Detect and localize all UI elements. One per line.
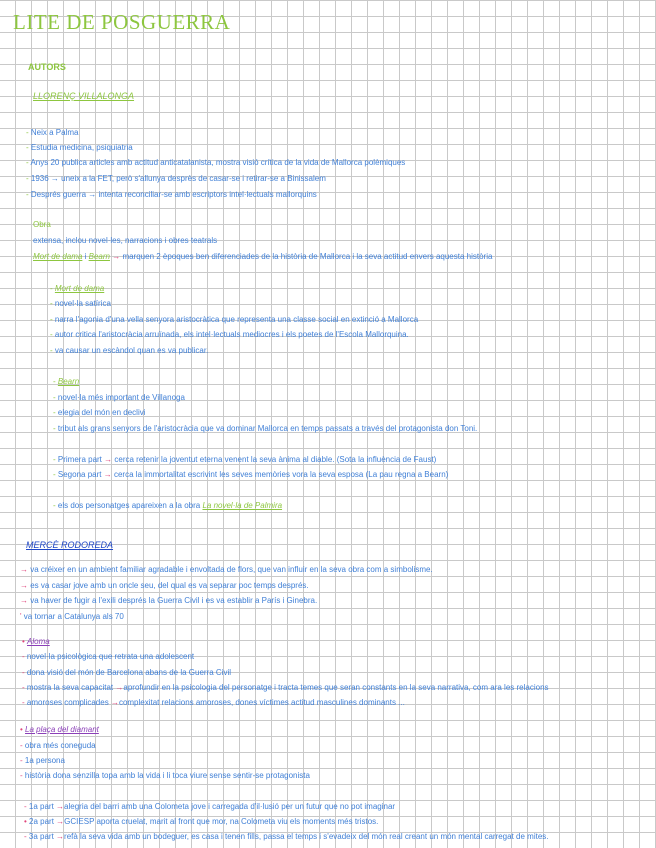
villalonga-bio-1: - Neix a Palma — [26, 128, 79, 137]
bearn-part-2: - Segona part → cerca la immortalitat escrivint les seves memòries vora la seva esposa (La pau regna a Bearn) — [53, 470, 449, 479]
rodoreda-bio-2: → es va casar jove amb un oncle seu, del qual es va separar poc temps després. — [20, 581, 309, 590]
placa-part-1: - 1a part →alegria del barri amb una Colometa jove i carregada d'il·lusió per un futur que no pot imaginar — [24, 802, 396, 811]
aloma-line-1: - novel·la psicològica que retrata una adolescent — [22, 652, 195, 661]
obra-description: extensa, inclou novel·les, narracions i obres teatrals — [33, 236, 218, 245]
aloma-line-4: - amoroses complicades →complexitat relacions amoroses, dones víctimes actitud masculines dominants ... — [22, 698, 405, 707]
bearn-line-3: - tribut als grans senyors de l'aristocràcia que va dominar Mallorca en temps passats a través del protagonista don Toni. — [53, 424, 478, 433]
villalonga-bio-5: - Després guerra → intenta reconciliar-se amb escriptors intel·lectuals mallorquins — [26, 190, 317, 199]
rodoreda-bio-1: → va créixer en un ambient familiar agradable i envoltada de flors, que van influir en la seva obra com a simbolisme. — [20, 565, 433, 574]
work-mort-de-dama: Mort de dama — [33, 252, 83, 261]
aloma-heading: • Aloma — [22, 637, 50, 646]
rodoreda-bio-4: ' va tornar a Catalunya als 70 — [20, 612, 124, 621]
section-autors: AUTORS — [28, 62, 66, 72]
aloma-line-3: - mostra la seva capacitat →aprofundir en la psicologia del personatge i tracta temes que seran constants en la seva narrativa, com ara les relacions — [22, 683, 549, 692]
obra-label: Obra — [33, 220, 51, 229]
bearn-part-1: - Primera part → cerca retenir la joventut eterna venent la seva ànima al diable. (Sota la influència de Faust) — [53, 455, 437, 464]
page-title: LITE DE POSGUERRA — [13, 10, 231, 34]
villalonga-bio-4: - 1936 → uneix a la FET, però s'allunya desprès de casar-se i retirar-se a Binissalem — [26, 174, 326, 183]
placa-part-3: - 3a part →refà la seva vida amb un bodeguer, es casa i tenen fills, passa el temps i s'evadeix del món real creant un món mental carregat de mites. — [24, 832, 549, 841]
villalonga-bio-3: - Anys 20 publica articles amb actitud anticatalanista, mostra visió crítica de la vida de Mallorca polèmiques — [26, 158, 406, 167]
placa-heading: • La plaça del diamant — [20, 725, 99, 734]
author-rodoreda: MERCÈ RODOREDA — [26, 540, 114, 550]
bearn-heading: - Bearn — [53, 377, 80, 386]
placa-line-2: - 1a persona — [20, 756, 65, 765]
work-novella-palmira: La novel·la de Palmira — [202, 501, 283, 510]
villalonga-bio-2: - Estudia medicina, psiquiatria — [26, 143, 133, 152]
mort-line-1: - novel·la satírica — [50, 299, 111, 308]
mort-de-dama-heading: - Mort de dama — [50, 284, 105, 293]
placa-line-1: - obra més coneguda — [20, 741, 96, 750]
aloma-line-2: - dona visió del món de Barcelona abans de la Guerra Civil — [22, 668, 232, 677]
bearn-line-2: - elegia del món en declivi — [53, 408, 146, 417]
mort-line-2: - narra l'agonia d'una vella senyora aristocràtica que representa una classe social en extinció a Mallorca — [50, 315, 419, 324]
bearn-line-1: - novel·la més important de Villanoga — [53, 393, 185, 402]
rodoreda-bio-3: → va haver de fugir a l'exili després la Guerra Civil i es va establir a París i Ginebra. — [20, 596, 318, 605]
mort-line-4: - va causar un escàndol quan es va publicar. — [50, 346, 209, 355]
placa-line-3: - història dona senzilla topa amb la vida i li toca viure sense sentir-se protagonista — [20, 771, 310, 780]
placa-part-2: • 2a part →GCIESP aporta cruelat, marit al front que mor, na Colometa viu els moments més tristos. — [24, 817, 379, 826]
obra-line: Mort de dama i Bearn → marquen 2 èpoques ben diferenciades de la història de Mallorca i la seva actitud envers aquesta història — [33, 252, 493, 261]
mort-line-3: - autor critica l'aristocràcia arruïnada, els intel·lectuals mediocres i els poetes de l'Escola Mallorquina. — [50, 330, 409, 339]
work-bearn: Bearn — [88, 252, 110, 261]
author-villalonga: LLORENÇ VILLALONGA — [33, 91, 135, 101]
characters-line: - els dos personatges apareixen a la obra La novel·la de Palmira — [53, 501, 283, 510]
